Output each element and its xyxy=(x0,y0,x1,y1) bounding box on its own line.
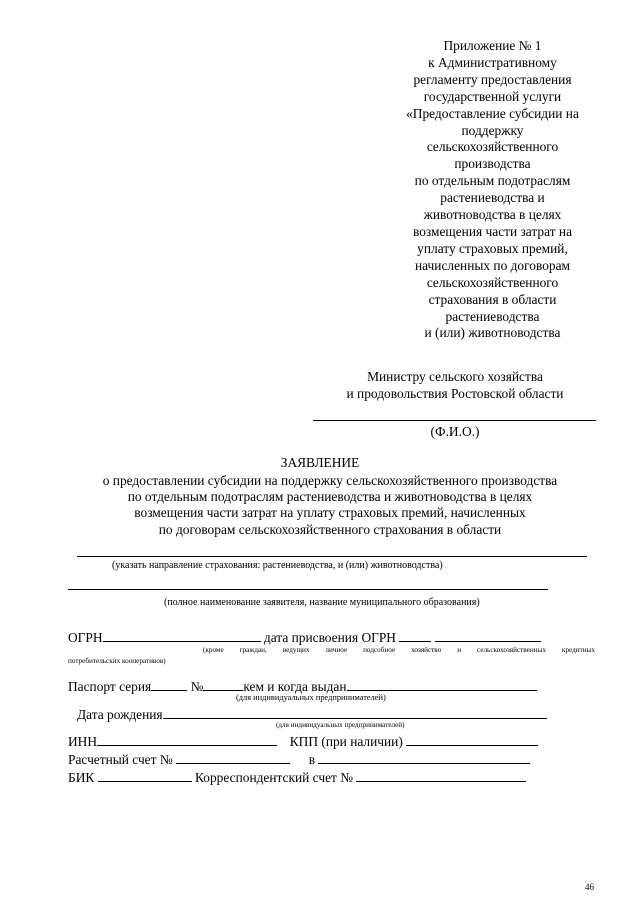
appendix-line: производства xyxy=(454,156,531,172)
passport-issued-input[interactable] xyxy=(347,678,537,691)
statement-description xyxy=(40,473,620,538)
fio-input-line[interactable] xyxy=(313,420,596,421)
appendix-line: и (или) животноводства xyxy=(424,325,561,341)
corr-account-input-2[interactable] xyxy=(400,769,526,782)
ogrn-input[interactable] xyxy=(103,629,261,642)
appendix-line: начисленных по договорам xyxy=(414,257,571,273)
direction-hint: (указать направление страхования: растениеводства, и (или) животноводства) xyxy=(112,560,443,571)
statement-line: о предоставлении субсидии на поддержку сельскохозяйственного производства xyxy=(102,473,558,488)
appendix-line: животноводства в целях xyxy=(423,207,562,223)
applicant-name-hint: (полное наименование заявителя, название муниципального образования) xyxy=(164,597,480,608)
account-input[interactable] xyxy=(176,751,290,764)
statement-line: по договорам сельскохозяйственного страхования в области xyxy=(158,521,502,537)
appendix-line: по отдельным подотраслям xyxy=(414,173,571,189)
appendix-line: возмещения части затрат на xyxy=(412,223,573,239)
ogrn-date-input-2[interactable] xyxy=(435,629,541,642)
applicant-name-input-line[interactable] xyxy=(68,589,548,590)
appendix-line: сельскохозяйственного xyxy=(426,139,559,155)
passport-series-input[interactable] xyxy=(151,678,187,691)
appendix-line: растениеводства и xyxy=(440,190,545,206)
appendix-line: «Предоставление субсидии на xyxy=(406,105,579,121)
bik-input[interactable] xyxy=(98,769,192,782)
bank-prefix: в xyxy=(308,752,316,767)
appendix-line: регламенту предоставления xyxy=(413,71,572,87)
birth-date-label: Дата рождения xyxy=(77,707,163,722)
account-row xyxy=(68,751,530,768)
corr-account-label: Корреспондентский счет № xyxy=(195,770,354,785)
kpp-input[interactable] xyxy=(406,733,538,746)
bik-row xyxy=(68,769,526,786)
account-label: Расчетный счет № xyxy=(68,752,173,767)
appendix-header xyxy=(380,38,605,342)
corr-account-input-1[interactable] xyxy=(356,769,400,782)
ogrn-date-label: дата присвоения ОГРН xyxy=(263,630,396,645)
statement-line: по отдельным подотраслям растениеводства и животноводства в целях xyxy=(127,489,533,505)
passport-issued-label: кем и когда выдан xyxy=(243,679,347,694)
inn-label: ИНН xyxy=(68,734,98,749)
kpp-label: КПП (при наличии) xyxy=(289,734,403,749)
ogrn-note-line-1: (кроме граждан, ведущих личное подсобное хозяйство и сельскохозяйственных кредитных xyxy=(203,646,595,654)
inn-input[interactable] xyxy=(97,733,277,746)
ogrn-row xyxy=(68,629,541,646)
birth-date-input-1[interactable] xyxy=(163,706,463,719)
ogrn-note-line-2: потребительских кооперативов) xyxy=(68,657,166,665)
direction-input-line[interactable] xyxy=(77,556,587,557)
passport-number-label: № xyxy=(190,679,204,694)
addressee-line: Министру сельского хозяйства xyxy=(367,369,543,384)
appendix-line: поддержку xyxy=(461,122,524,138)
inn-kpp-row xyxy=(68,733,538,750)
appendix-line: сельскохозяйственного xyxy=(426,274,559,290)
appendix-line: к Административному xyxy=(428,54,557,70)
addressee-block xyxy=(310,368,600,402)
page-number: 46 xyxy=(585,882,594,892)
birth-date-input-2[interactable] xyxy=(463,706,547,719)
appendix-line: растениеводства xyxy=(445,308,540,324)
appendix-line: уплату страховых премий, xyxy=(417,240,568,256)
passport-number-input[interactable] xyxy=(203,678,243,691)
passport-note: (для индивидуальных предпринимателей) xyxy=(236,693,386,702)
bank-input[interactable] xyxy=(318,751,530,764)
birth-note: (для индивидуальных предпринимателей) xyxy=(276,721,405,729)
statement-title: ЗАЯВЛЕНИЕ xyxy=(280,455,360,470)
appendix-line: государственной услуги xyxy=(423,88,562,104)
ogrn-date-input-1[interactable] xyxy=(399,629,431,642)
appendix-line: страхования в области xyxy=(428,291,557,307)
ogrn-label: ОГРН xyxy=(68,630,103,645)
bik-label: БИК xyxy=(68,770,95,785)
passport-series-label: Паспорт серия xyxy=(68,679,152,694)
appendix-line: Приложение № 1 xyxy=(443,38,542,53)
fio-label: (Ф.И.О.) xyxy=(430,424,480,439)
addressee-line: и продовольствия Ростовской области xyxy=(346,386,564,401)
statement-line: возмещения части затрат на уплату страховых премий, начисленных xyxy=(134,505,526,521)
